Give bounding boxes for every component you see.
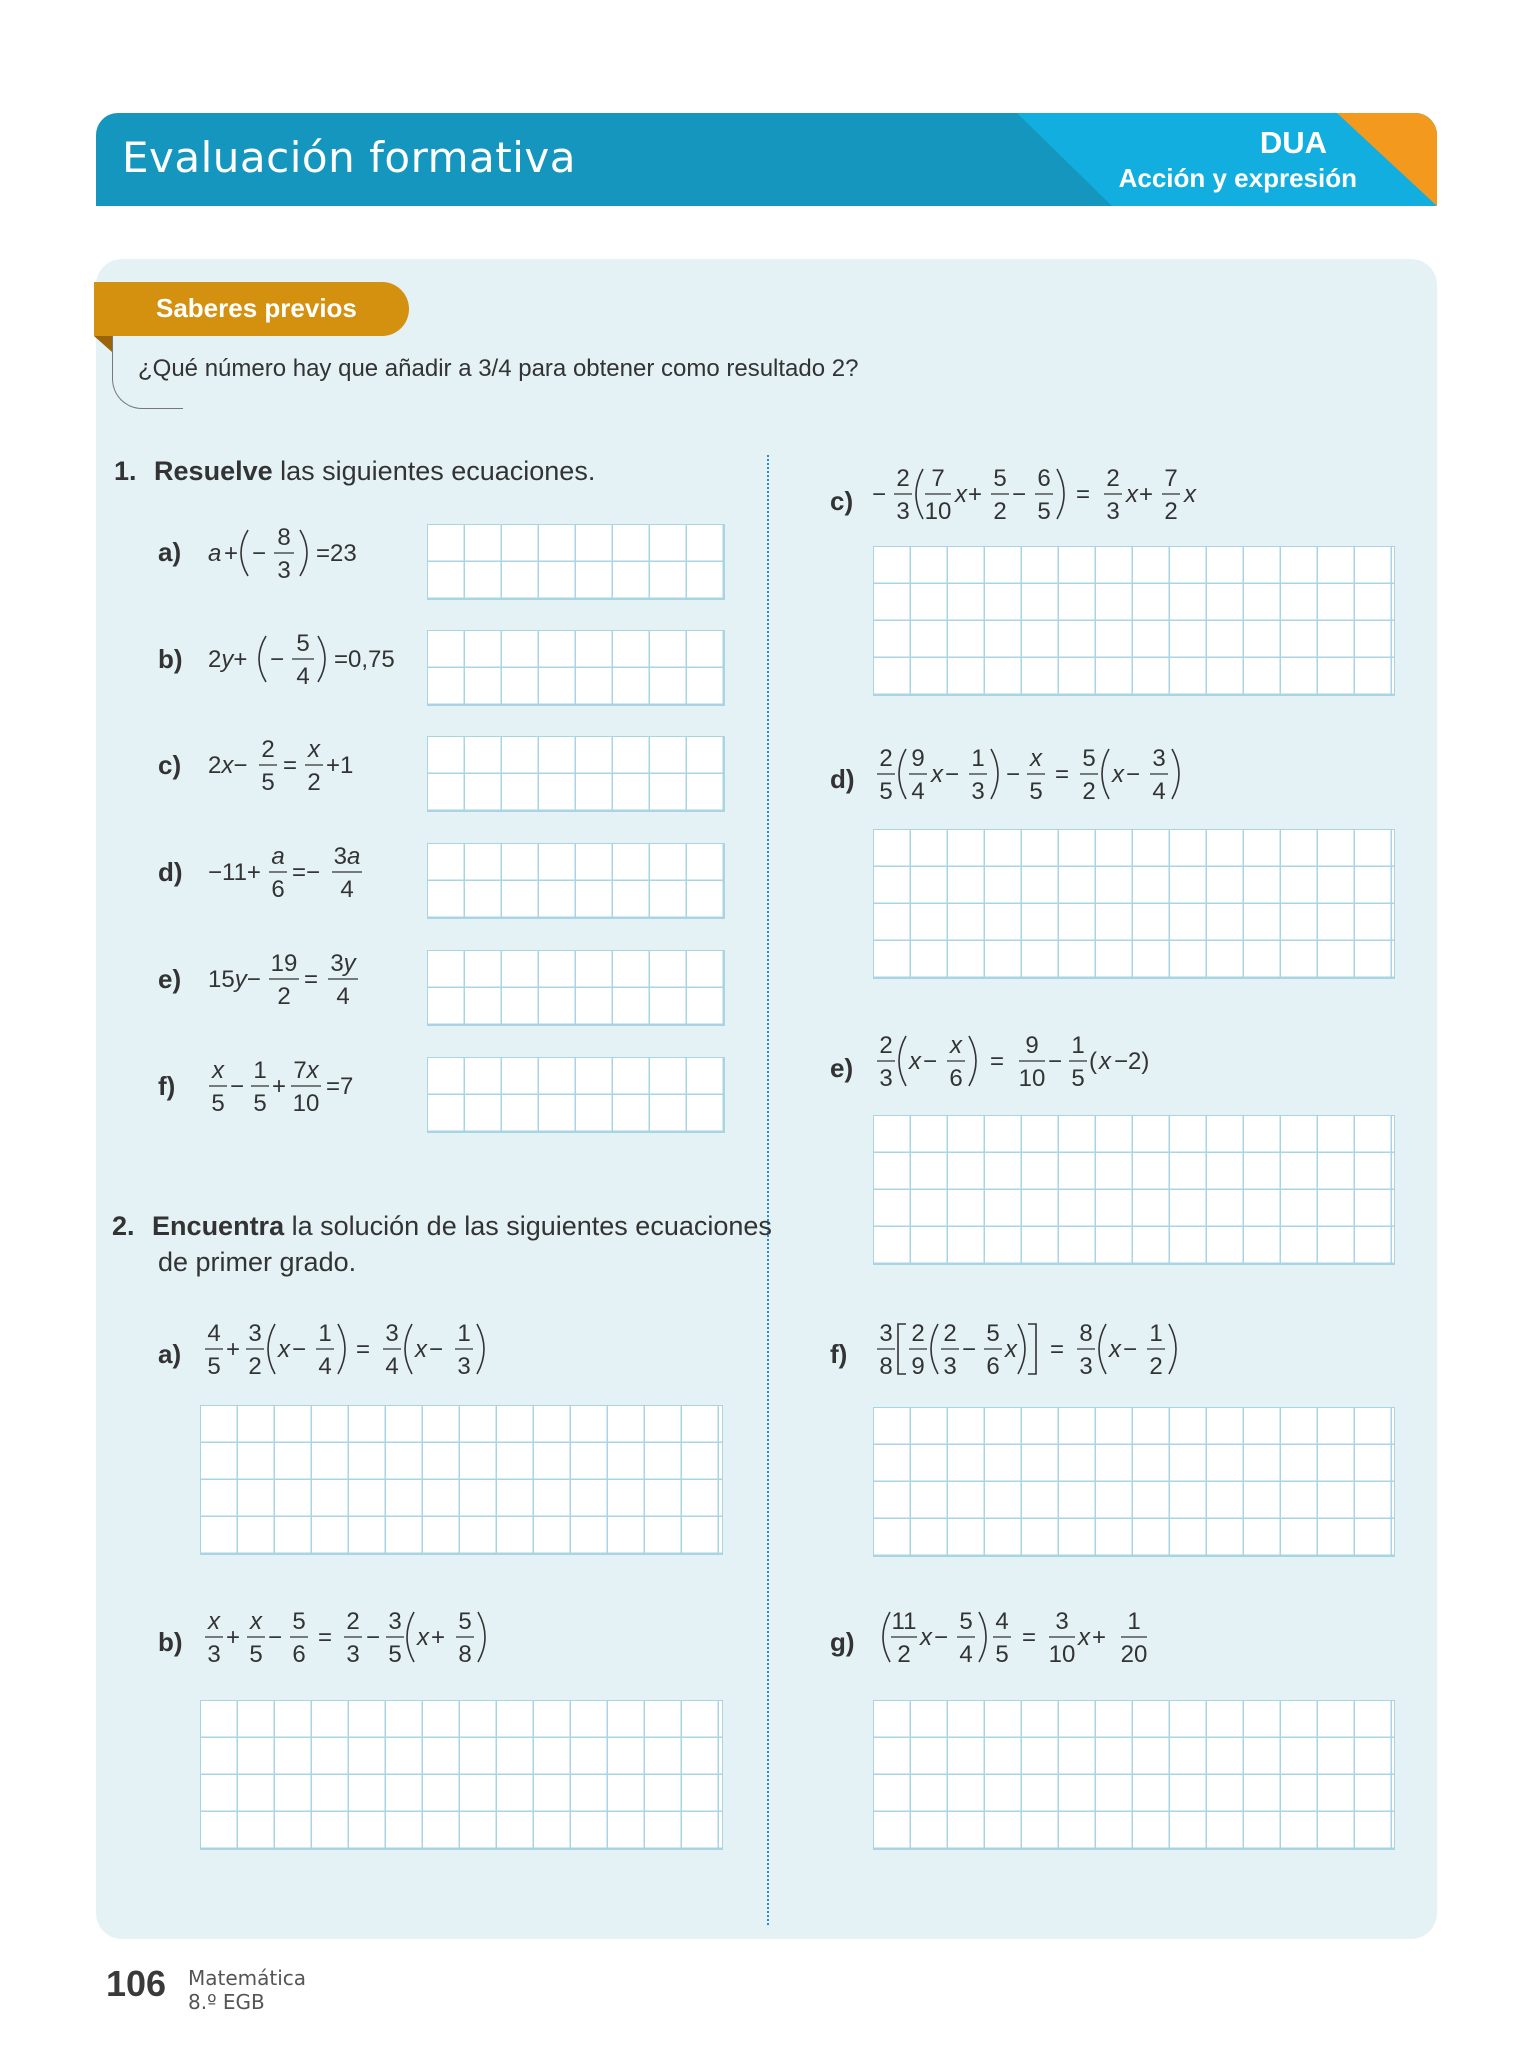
svg-text:4: 4 <box>336 983 350 1010</box>
item-label: f) <box>830 1339 848 1369</box>
svg-text:5: 5 <box>986 1320 1000 1347</box>
equation-1c <box>206 728 381 803</box>
svg-text:2: 2 <box>879 745 893 772</box>
svg-text:5: 5 <box>959 1608 973 1635</box>
svg-text:4: 4 <box>340 876 354 903</box>
svg-text:5: 5 <box>253 1090 267 1117</box>
svg-text:8: 8 <box>1079 1320 1093 1347</box>
svg-text:=: = <box>283 752 298 779</box>
dua-title: DUA <box>1259 125 1327 160</box>
svg-text:10: 10 <box>1018 1065 1046 1092</box>
footer-grade: 8.º EGB <box>188 1990 265 2014</box>
equation-2b <box>202 1598 502 1678</box>
svg-text:=23: =23 <box>316 540 357 567</box>
svg-text:−: − <box>268 1624 283 1651</box>
answer-grid-1e[interactable] <box>427 950 725 1026</box>
equation-2f <box>872 1310 1212 1390</box>
svg-text:4: 4 <box>911 778 925 805</box>
svg-text:2: 2 <box>993 498 1007 525</box>
equation-2g <box>872 1598 1212 1678</box>
svg-text:3: 3 <box>388 1608 402 1635</box>
header-bar <box>96 113 1437 206</box>
svg-text:5: 5 <box>993 465 1007 492</box>
svg-text:2: 2 <box>277 983 291 1010</box>
answer-grid-1f[interactable] <box>427 1057 725 1133</box>
item-label: c) <box>830 486 854 516</box>
svg-text:x: x <box>1112 761 1124 788</box>
svg-text:x: x <box>417 1624 429 1651</box>
page-title: Evaluación formativa <box>122 133 576 182</box>
svg-text:x: x <box>1184 481 1196 508</box>
equation-2e <box>872 1022 1212 1102</box>
item-label: b) <box>158 644 183 674</box>
svg-text:8: 8 <box>277 524 291 551</box>
svg-text:x: x <box>909 1048 921 1075</box>
equation-1f <box>206 1049 381 1124</box>
svg-text:9: 9 <box>911 745 925 772</box>
svg-text:19: 19 <box>270 950 298 977</box>
svg-text:x: x <box>250 1608 262 1635</box>
svg-text:−: − <box>1048 1048 1063 1075</box>
svg-text:10: 10 <box>292 1090 320 1117</box>
svg-text:=: = <box>990 1048 1005 1075</box>
svg-text:+: + <box>226 1624 241 1651</box>
svg-text:3: 3 <box>943 1353 957 1380</box>
svg-text:2: 2 <box>248 1353 262 1380</box>
svg-text:5: 5 <box>995 1641 1009 1668</box>
svg-text:10: 10 <box>924 498 952 525</box>
svg-text:x: x <box>415 1336 427 1363</box>
svg-text:−: − <box>230 1073 245 1100</box>
exercise-verb: Encuentra <box>152 1211 285 1241</box>
svg-text:5: 5 <box>1037 498 1051 525</box>
item-label: b) <box>158 1627 183 1657</box>
svg-text:5: 5 <box>261 769 275 796</box>
svg-text:5: 5 <box>211 1090 225 1117</box>
svg-text:1: 1 <box>253 1057 267 1084</box>
svg-text:5: 5 <box>292 1608 306 1635</box>
exercise-instruction: las siguientes ecuaciones. <box>272 456 596 486</box>
svg-text:2: 2 <box>1164 498 1178 525</box>
svg-text:1: 1 <box>457 1320 471 1347</box>
svg-text:3: 3 <box>385 1320 399 1347</box>
saberes-label: Saberes previos <box>156 293 357 323</box>
svg-text:(: ( <box>1089 1048 1097 1075</box>
exercise-verb: Resuelve <box>154 456 273 486</box>
svg-text:3: 3 <box>457 1353 471 1380</box>
svg-text:2: 2 <box>1106 465 1120 492</box>
svg-text:4: 4 <box>296 663 310 690</box>
svg-text:−: − <box>292 1336 307 1363</box>
svg-text:3: 3 <box>1079 1353 1093 1380</box>
svg-text:4: 4 <box>1152 778 1166 805</box>
svg-text:a: a <box>208 540 222 567</box>
svg-text:=−: =− <box>292 859 321 886</box>
answer-grid-2b[interactable] <box>200 1700 723 1850</box>
item-label: c) <box>158 750 182 780</box>
svg-text:5: 5 <box>1082 745 1096 772</box>
svg-text:5: 5 <box>207 1353 221 1380</box>
svg-text:2: 2 <box>346 1608 360 1635</box>
svg-text:x: x <box>1109 1336 1121 1363</box>
svg-text:x: x <box>920 1624 932 1651</box>
svg-text:8: 8 <box>879 1353 893 1380</box>
exercise-number: 1. <box>114 456 137 486</box>
svg-text:−: − <box>962 1336 977 1363</box>
svg-text:7: 7 <box>931 465 945 492</box>
svg-text:5: 5 <box>1029 778 1043 805</box>
answer-grid-2a[interactable] <box>200 1405 723 1555</box>
answer-grid-2f[interactable] <box>873 1407 1395 1557</box>
svg-text:3: 3 <box>277 557 291 584</box>
svg-text:5: 5 <box>249 1641 263 1668</box>
item-label: f) <box>158 1071 176 1101</box>
svg-text:+: + <box>431 1624 446 1651</box>
footer-subject: Matemática <box>188 1966 307 1990</box>
svg-text:=: = <box>356 1336 371 1363</box>
svg-text:3: 3 <box>1055 1608 1069 1635</box>
svg-text:x: x <box>1005 1336 1017 1363</box>
svg-text:11: 11 <box>891 1608 917 1635</box>
svg-text:4: 4 <box>385 1353 399 1380</box>
svg-text:−2): −2) <box>1114 1048 1150 1075</box>
svg-text:2: 2 <box>943 1320 957 1347</box>
svg-text:−: − <box>872 481 887 508</box>
item-label: e) <box>830 1053 854 1083</box>
tab-fold <box>94 336 112 352</box>
svg-text:3: 3 <box>207 1641 221 1668</box>
svg-text:3: 3 <box>248 1320 262 1347</box>
svg-text:6: 6 <box>949 1065 963 1092</box>
equation-1e <box>206 942 381 1017</box>
svg-text:2y+: 2y+ <box>208 646 248 673</box>
svg-text:−: − <box>1123 1336 1138 1363</box>
page-number: 106 <box>106 1963 167 2004</box>
svg-text:1: 1 <box>318 1320 332 1347</box>
svg-text:2: 2 <box>896 465 910 492</box>
equation-2c <box>872 455 1212 535</box>
svg-text:x: x <box>950 1032 962 1059</box>
svg-text:3y: 3y <box>330 950 356 977</box>
svg-text:4: 4 <box>318 1353 332 1380</box>
svg-text:5: 5 <box>296 630 310 657</box>
equation-1d <box>206 835 381 910</box>
svg-text:x: x <box>1099 1048 1111 1075</box>
answer-grid-1d[interactable] <box>427 843 725 919</box>
answer-grid-1c[interactable] <box>427 736 725 812</box>
answer-grid-1b[interactable] <box>427 630 725 706</box>
item-label: g) <box>830 1627 855 1657</box>
exercise-instruction: la solución de las siguientes ecuaciones <box>284 1211 772 1241</box>
svg-text:−: − <box>1012 481 1027 508</box>
exercise-1-heading <box>114 453 595 489</box>
svg-text:=: = <box>1050 1336 1065 1363</box>
item-label: a) <box>158 537 182 567</box>
svg-text:2: 2 <box>897 1641 911 1668</box>
saberes-question: ¿Qué número hay que añadir a 3/4 para obtener como resultado 2? <box>138 355 859 382</box>
svg-text:2: 2 <box>1149 1353 1163 1380</box>
svg-text:−11+: −11+ <box>208 859 261 886</box>
svg-text:=: = <box>1022 1624 1037 1651</box>
svg-text:3: 3 <box>879 1065 893 1092</box>
svg-text:−: − <box>934 1624 949 1651</box>
item-label: e) <box>158 964 182 994</box>
svg-text:+: + <box>1139 481 1154 508</box>
svg-text:=7: =7 <box>326 1073 354 1100</box>
svg-text:x: x <box>308 736 320 763</box>
svg-text:x: x <box>1078 1624 1090 1651</box>
svg-text:a: a <box>271 843 285 870</box>
svg-text:+: + <box>224 540 239 567</box>
svg-text:+: + <box>968 481 983 508</box>
answer-grid-2d[interactable] <box>873 829 1395 979</box>
svg-text:10: 10 <box>1048 1641 1076 1668</box>
svg-text:=0,75: =0,75 <box>334 646 395 673</box>
svg-text:=: = <box>1055 761 1070 788</box>
svg-text:8: 8 <box>458 1641 472 1668</box>
svg-text:7x: 7x <box>293 1057 319 1084</box>
exercise-2-heading <box>112 1208 772 1280</box>
svg-text:3: 3 <box>879 1320 893 1347</box>
item-label: d) <box>158 857 183 887</box>
answer-grid-2e[interactable] <box>873 1115 1395 1265</box>
svg-text:+: + <box>272 1073 287 1100</box>
svg-text:−: − <box>1126 761 1141 788</box>
svg-text:1: 1 <box>971 745 985 772</box>
svg-text:−: − <box>429 1336 444 1363</box>
item-label: a) <box>158 1339 182 1369</box>
svg-text:=: = <box>1076 481 1091 508</box>
svg-text:3: 3 <box>896 498 910 525</box>
exercise-number: 2. <box>112 1211 135 1241</box>
svg-text:6: 6 <box>271 876 285 903</box>
svg-text:7: 7 <box>1164 465 1178 492</box>
svg-text:−: − <box>945 761 960 788</box>
equation-1b <box>206 622 411 697</box>
svg-text:15y−: 15y− <box>208 966 261 993</box>
svg-text:3: 3 <box>1152 745 1166 772</box>
svg-text:3: 3 <box>971 778 985 805</box>
svg-text:x: x <box>1126 481 1138 508</box>
svg-text:+: + <box>226 1336 241 1363</box>
column-divider <box>767 455 769 1925</box>
svg-text:−: − <box>923 1048 938 1075</box>
dua-subtitle: Acción y expresión <box>1118 163 1357 193</box>
svg-text:5: 5 <box>458 1608 472 1635</box>
equation-2a <box>202 1310 502 1390</box>
svg-text:x: x <box>208 1608 220 1635</box>
svg-text:3a: 3a <box>333 843 361 870</box>
svg-text:4: 4 <box>995 1608 1009 1635</box>
svg-text:3: 3 <box>1106 498 1120 525</box>
svg-text:−: − <box>1006 761 1021 788</box>
svg-text:9: 9 <box>911 1353 925 1380</box>
svg-text:x: x <box>278 1336 290 1363</box>
svg-text:20: 20 <box>1120 1641 1148 1668</box>
svg-text:1: 1 <box>1127 1608 1141 1635</box>
exercise-instruction-line2: de primer grado. <box>158 1247 357 1277</box>
svg-text:2: 2 <box>307 769 321 796</box>
svg-text:1: 1 <box>1071 1032 1085 1059</box>
svg-text:x: x <box>1030 745 1042 772</box>
svg-text:x: x <box>955 481 967 508</box>
svg-text:1: 1 <box>1149 1320 1163 1347</box>
svg-text:4: 4 <box>959 1641 973 1668</box>
svg-text:+: + <box>1092 1624 1107 1651</box>
svg-text:2x−: 2x− <box>208 752 248 779</box>
svg-text:6: 6 <box>292 1641 306 1668</box>
svg-text:4: 4 <box>207 1320 221 1347</box>
svg-text:5: 5 <box>1071 1065 1085 1092</box>
svg-text:x: x <box>212 1057 224 1084</box>
svg-text:2: 2 <box>879 1032 893 1059</box>
svg-text:3: 3 <box>346 1641 360 1668</box>
saberes-tab <box>94 282 409 336</box>
svg-text:6: 6 <box>986 1353 1000 1380</box>
svg-text:9: 9 <box>1025 1032 1039 1059</box>
svg-text:5: 5 <box>879 778 893 805</box>
svg-text:−: − <box>270 646 285 673</box>
svg-text:+1: +1 <box>326 752 354 779</box>
svg-text:−: − <box>252 540 267 567</box>
svg-text:2: 2 <box>1082 778 1096 805</box>
equation-2d <box>872 735 1212 815</box>
svg-text:x: x <box>931 761 943 788</box>
svg-text:2: 2 <box>261 736 275 763</box>
svg-text:6: 6 <box>1037 465 1051 492</box>
svg-text:=: = <box>304 966 319 993</box>
svg-text:−: − <box>366 1624 381 1651</box>
svg-text:=: = <box>318 1624 333 1651</box>
equation-1a <box>206 516 381 591</box>
item-label: d) <box>830 764 855 794</box>
answer-grid-2c[interactable] <box>873 546 1395 696</box>
svg-text:5: 5 <box>388 1641 402 1668</box>
answer-grid-1a[interactable] <box>427 524 725 600</box>
svg-text:2: 2 <box>911 1320 925 1347</box>
answer-grid-2g[interactable] <box>873 1700 1395 1850</box>
